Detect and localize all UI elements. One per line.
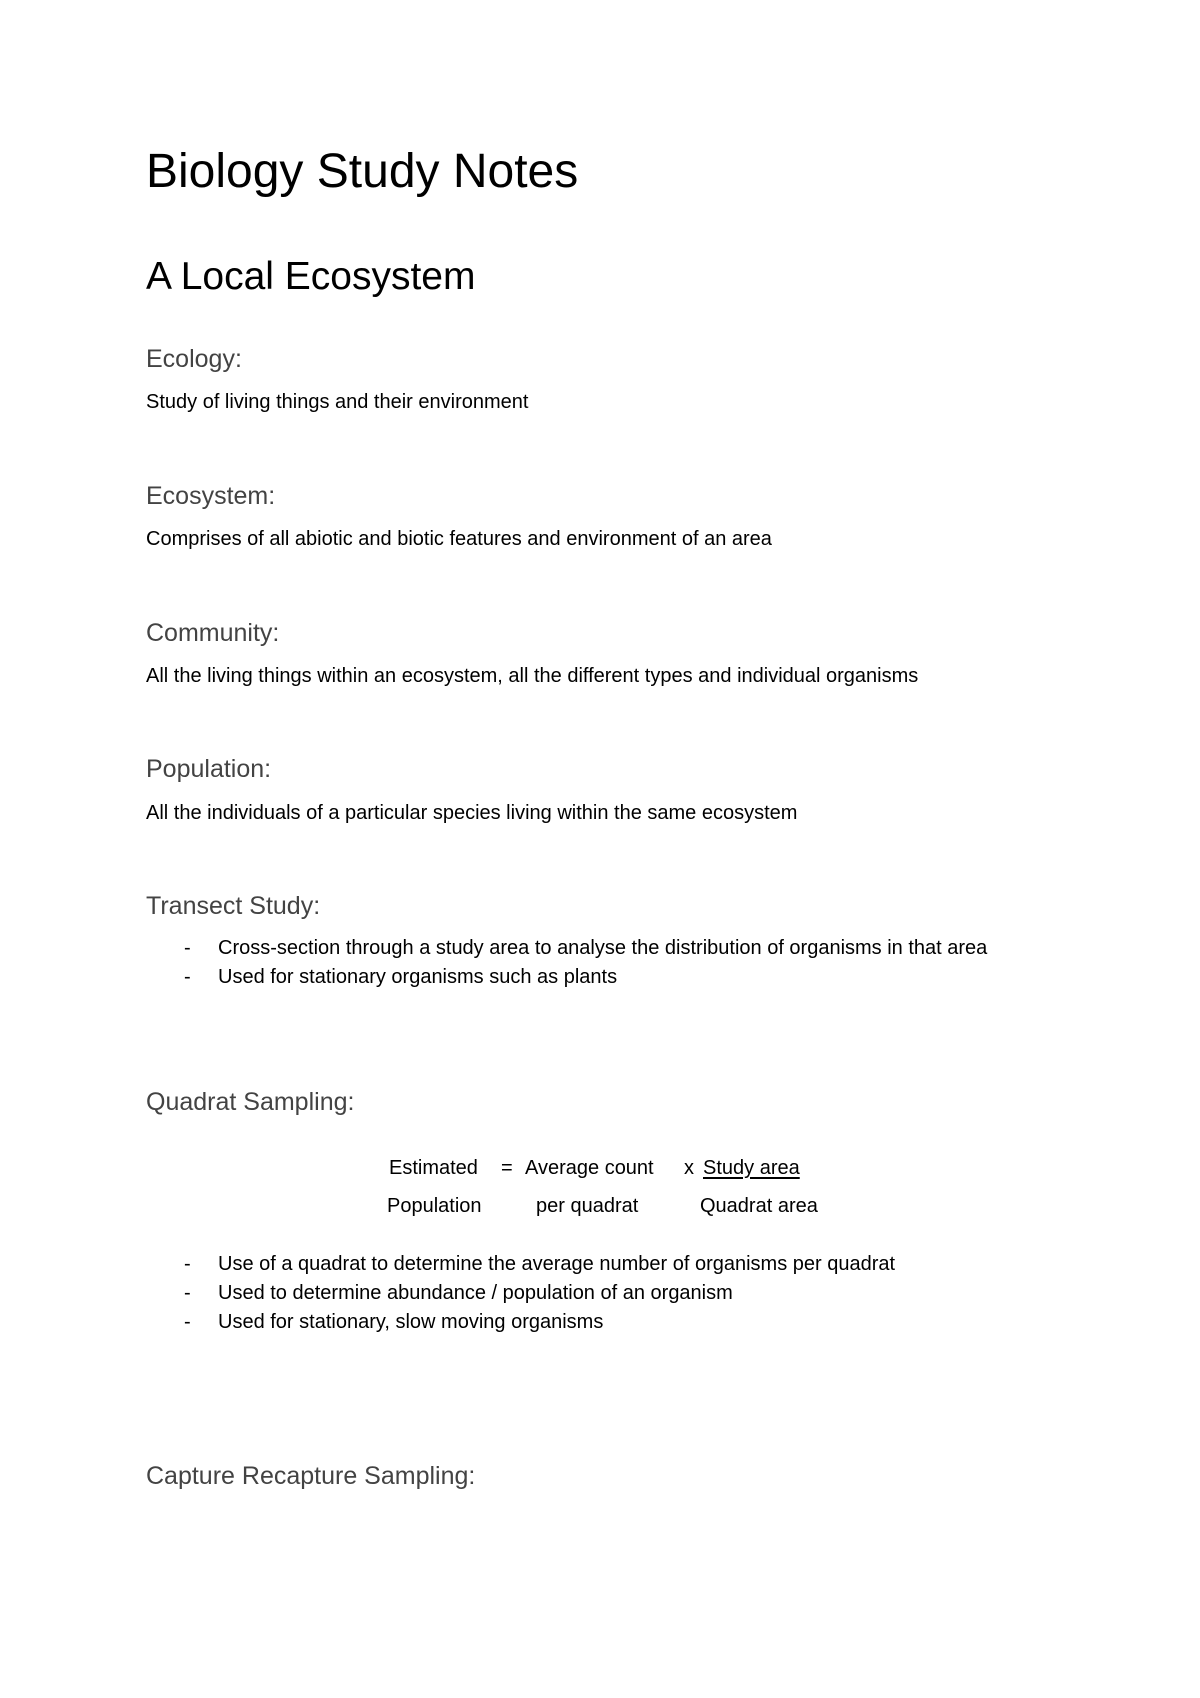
bullet-dash: - (184, 937, 191, 959)
list-item (178, 934, 1058, 963)
heading-population: Population: (146, 755, 272, 783)
formula-estimated: Estimated (389, 1157, 478, 1179)
heading-quadrat-sampling: Quadrat Sampling: (146, 1088, 355, 1116)
heading-ecology: Ecology: (146, 345, 242, 373)
list-item (178, 1279, 1058, 1308)
transect-bullet-list (178, 934, 1058, 992)
quadrat-bullet-list (178, 1250, 1058, 1337)
document-title: Biology Study Notes (146, 145, 579, 198)
definition-population: All the individuals of a particular species living within the same ecosystem (146, 802, 798, 824)
bullet-text: Used for stationary organisms such as plants (218, 966, 618, 988)
heading-ecosystem: Ecosystem: (146, 482, 276, 510)
bullet-dash: - (184, 1311, 191, 1333)
heading-community: Community: (146, 619, 280, 647)
bullet-text: Cross-section through a study area to analyse the distribution of organisms in that area (218, 937, 988, 959)
bullet-dash: - (184, 1253, 191, 1275)
list-item (178, 963, 1058, 992)
bullet-text: Used to determine abundance / population of an organism (218, 1282, 733, 1304)
definition-ecosystem: Comprises of all abiotic and biotic features and environment of an area (146, 528, 772, 550)
definition-community: All the living things within an ecosystem, all the different types and individual organisms (146, 665, 919, 687)
bullet-text: Use of a quadrat to determine the average number of organisms per quadrat (218, 1253, 896, 1275)
heading-transect-study: Transect Study: (146, 892, 321, 920)
bullet-text: Used for stationary, slow moving organisms (218, 1311, 604, 1333)
bullet-dash: - (184, 1282, 191, 1304)
formula-study-area: Study area (703, 1157, 800, 1179)
bullet-dash: - (184, 966, 191, 988)
heading-capture-recapture-sampling: Capture Recapture Sampling: (146, 1462, 476, 1490)
formula-equals: = (501, 1157, 513, 1179)
list-item (178, 1308, 1058, 1337)
formula-population: Population (387, 1195, 482, 1217)
formula-average-count: Average count (525, 1157, 654, 1179)
section-subtitle: A Local Ecosystem (146, 255, 476, 298)
formula-times: x (684, 1157, 694, 1179)
definition-ecology: Study of living things and their environment (146, 391, 529, 413)
formula-per-quadrat: per quadrat (536, 1195, 639, 1217)
formula-quadrat-area: Quadrat area (700, 1195, 818, 1217)
list-item (178, 1250, 1058, 1279)
